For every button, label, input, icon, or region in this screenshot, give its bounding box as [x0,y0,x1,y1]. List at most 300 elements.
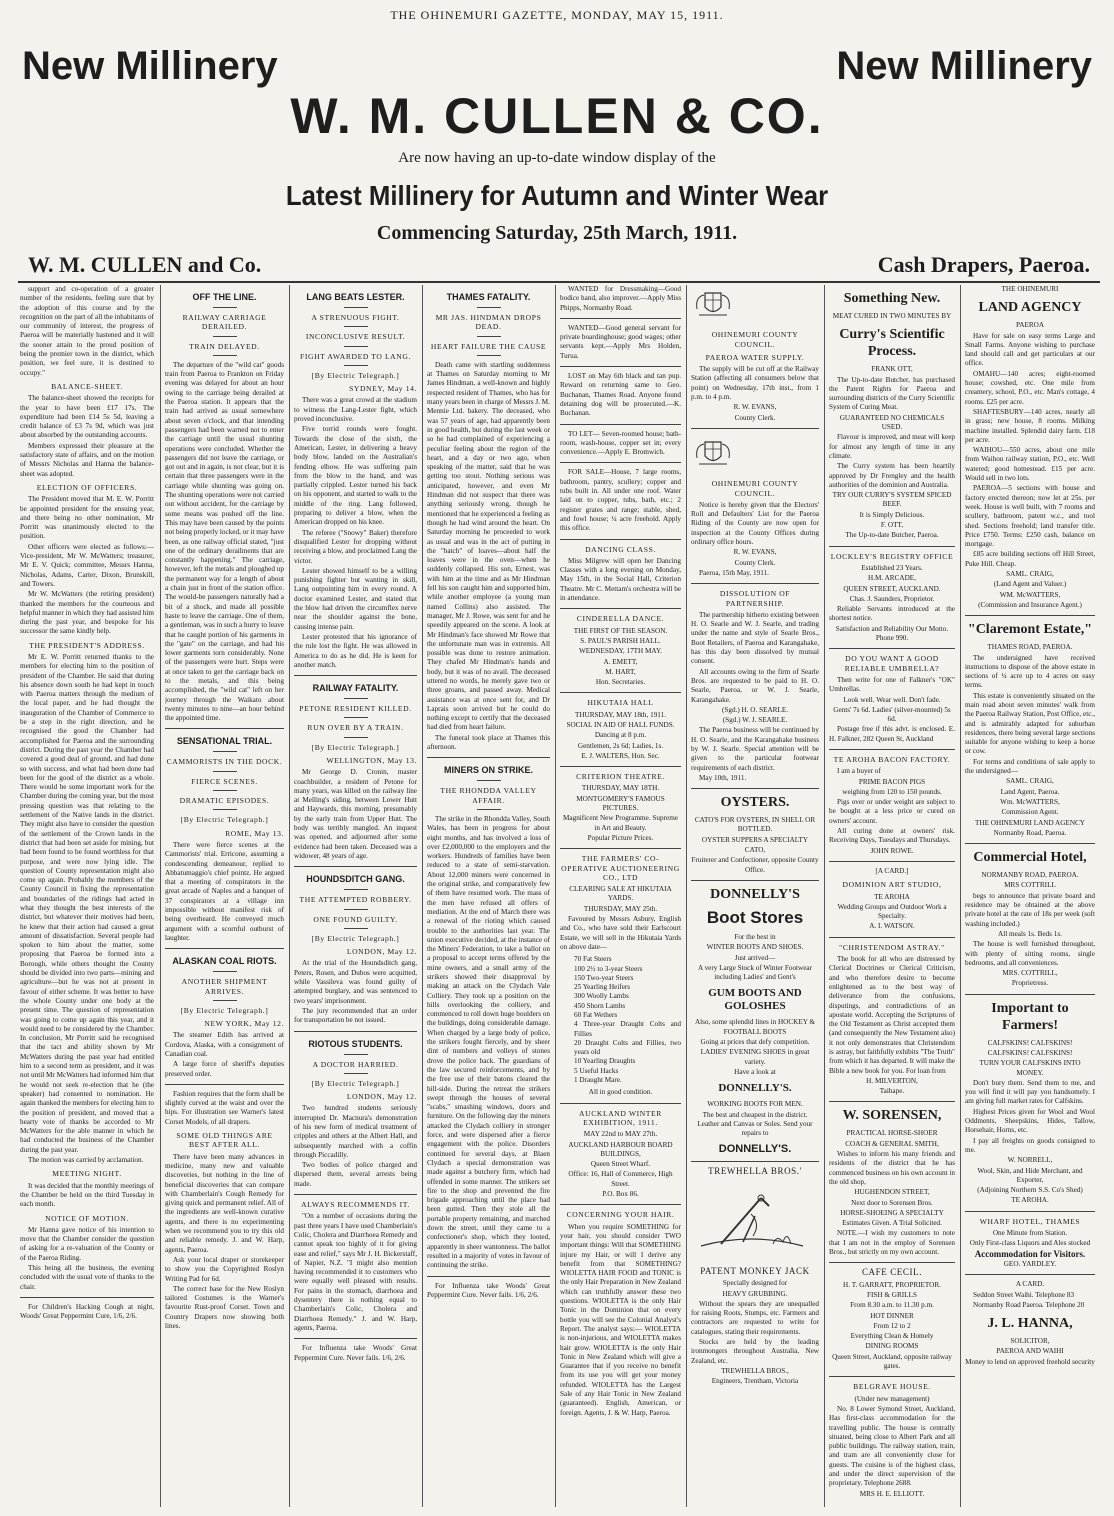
divider [829,937,955,938]
subheading: THE PRESIDENT'S ADDRESS. [29,640,145,650]
ad-line: Have a look at [734,1067,776,1076]
classified-ad: FOR SALE—House, 7 large rooms, bathroom, pantry, scullery; copper and tubs built in. All under one roof. Water laid on to copper, tubs, bath, etc.; 2 register grates and range; stable, shed, and fowl house; ¼ acre freehold. Apply this office. [560,468,681,533]
column-chamber-of-commerce [20,285,154,1507]
ad-heading: J. L. HANNA, [987,1316,1073,1332]
divider [965,843,1095,844]
ad-line: County Clerk. [734,558,776,567]
ad-subheading: PAEROA WATER SUPPLY. [705,352,805,362]
ad-firm-name: W. M. CULLEN and Co. [28,252,262,277]
divider [427,757,550,758]
paragraph: For Influenza take Woods' Great Peppermint Cure. Never fails. 1/6, 2/6. [427,1281,550,1299]
divider [560,608,681,609]
subheading: ELECTION OF OFFICERS. [36,482,138,492]
ad-line: CALFSKINS! CALFSKINS! [987,1049,1073,1057]
ad-line: PAEROA AND WAIHI [996,1347,1064,1356]
divider [560,1204,681,1205]
ad-line: Everything Clean & Homely [850,1332,934,1341]
divider [560,848,681,849]
ad-line: WORKING BOOTS FOR MEN. [707,1100,803,1109]
divider [477,809,501,810]
paragraph: It was decided that the monthly meetings of the Chamber be held on the third Tuesday in each month. [20,1181,154,1209]
ad-line: Taihape. [879,1087,905,1096]
divider [294,675,417,676]
column-lang-beats-lester [294,285,417,1507]
paragraph: Mr George D. Cronin, master coachbuilder, a resident of Petone for many years, was killed on the railway line at Melling's siding, between Lower Hutt and Haywards, this morning, presumably by the early train from Upper Hutt. The body was terribly mangled. An inquest was opened, and adjourned after some evidence had been taken. Deceased was a widower, 48 years of age. [294,768,417,860]
paragraph: The Up-to-date Butcher, has purchased the Patent Rights for Paeroa and surrounding districts of the Curry Scientific System of Curing Meat. [829,375,955,412]
ad-line: P.O. Box 86. [602,1190,639,1199]
list-item: 150 Two-year Steers [574,973,634,982]
subheading: RUN OVER BY A TRAIN. [307,723,404,733]
ad-line: GEO. YARDLEY. [1003,1259,1057,1268]
subheading: A STRENUOUS FIGHT. [311,313,400,322]
ad-heading: GUM BOOTS AND GOLOSHES [708,987,802,1013]
ad-line: E. J. WALTERS, Hon. Sec. [581,751,660,760]
ad-line: THURSDAY, MAY 25th. [583,904,658,913]
ad-heading: DONNELLY'S [710,886,800,902]
paragraph: The correct base for the New Roslyn tailored Costumes is the Warner's favourite Rust-proof Corset. Town and Country Drapers now showing both lines. [165,1284,284,1331]
list-item: 1 Draught Mare. [574,1076,622,1085]
paragraph: The funeral took place at Thames this afternoon. [427,733,550,752]
ad-line: CATO'S FOR OYSTERS, IN SHELL OR BOTTLED. [694,816,816,834]
headline: MINERS ON STRIKE. [443,765,533,776]
divider [560,766,681,767]
ad-line: Satisfaction and Reliability Our Motto. Phone 990. [835,624,949,643]
ad-heading: BELGRAVE HOUSE. [853,1382,931,1392]
paragraph: Mr W. McWatters (the retiring president) thanked the members for the courteous and helpful manner in which they had assisted him during the past year, and bespoke for his successor the same kindly help. [20,590,154,636]
ad-heading: OHINEMURI COUNTY COUNCIL. [711,330,799,349]
telegraph-credit: [By Electric Telegraph.] [180,1005,269,1015]
divider [829,1262,955,1263]
ad-heading: "CHRISTENDOM ASTRAY." [839,942,945,952]
ad-line: Wedding Groups and Outdoor Work a Specialty. [837,902,947,921]
paragraph: This estate is conveniently situated on the main road about seven minutes' walk from the Paeroa Railway Station, Post Office, etc., and is admirably adapted for suburban residences, there being several large sections suitable for anyone wishing to keep a horse or cow. [965,691,1095,756]
ad-line: THAMES ROAD, PAEROA. [987,643,1073,652]
column-classifieds [560,285,681,1507]
ad-line: CLEARING SALE AT HIKUTAIA YARDS. [569,885,672,903]
paragraph: "On a number of occasions during the past three years I have used Chamberlain's Colic, Cholera and Diarrhoea Remedy and cannot speak too highly of it for giving ease and relief," says Mr J. H. Bickerstaff, of Napier, N.Z. "I might also mention having recommended it to customers who were equally well pleased with results. For pains in the stomach, diarrhoea and dysentery there is nothing equal to Chamberlain's Colic, Cholera and Diarrhoea Remedy." J. and W. Harp, agents, Paeroa. [294,1212,417,1332]
ad-line: Normanby Road, Paeroa. [993,828,1067,837]
ad-line: W. NORRELL, [1007,1156,1053,1165]
ad-line: H. MILVERTON, [866,1076,918,1085]
divider [477,336,501,337]
ad-line: Chas. J. Saunders, Proprietor. [849,594,935,603]
column-rule [960,285,961,1507]
divider [344,326,368,327]
ad-heading: CRITERION THEATRE. [576,772,665,782]
ad-heading: Commercial Hotel, [973,850,1087,866]
ad-line: Accommodation for Visitors. [974,1248,1086,1259]
paragraph: Highest Prices given for Wool and Wool Oddments, Sheepskins, Hides, Tallow, Horsehair, Horns, etc. [965,1107,1095,1135]
paragraph: For Influenza take Woods' Great Peppermint Cure. Never fails. 1/6, 2/6. [294,1344,417,1362]
ad-line: JOHN ROWE. [870,846,914,855]
ad-heading: HIKUTAIA HALL [587,698,654,708]
divider [165,948,284,949]
ad-line: NORMANBY ROAD, PAEROA. [981,871,1079,880]
column-land-agency [965,285,1095,1507]
paragraph: Mr E. W. Porritt returned thanks to the members for electing him to the position of president of the Chamber. He said that during his absence down south he had kept in touch with Paeroa matters through the medium of the local paper, and he had thought the inauguration of the Chamber of Commerce to be a step in the right direction, and he recognised the good the Chamber had accomplished for Paeroa and the surrounding district. During the past year the Chamber had covered a good deal of ground, and had done so with success, and what had been done had been for the good of the district as a whole. There would be some important work for the Chamber during the coming year, but the most pressing question was that relating to the settlement of the Native lands in the district. They might also have to consider the question of the settlement of the Crown lands in the district that had been set aside for mining, but had been found to be found worthless for that purpose, and were now lying idle. The question of County representation might also come up again. Probably the members of the County Council in fixing the representation and boundaries of the ridings had acted in what they thought the best interests of the district, but whatever their motives had been, he knew that their action had caused a great amount of dissatisfaction. Several people had spoken to him about the matter, some proposing that Paeroa be formed into a Borough, while others thought the County should be divided into two parts—mining and agriculture—but he was not at present in favour of either scheme. It was better to have the whole County under one body at the present time. The question of representation was going to come up again this year, and it would need to be considered by the Chamber. In conclusion, Mr Porritt said he recognised that the tact and ability shown by Mr McWatters during the past year had entitled him to a second term as president, and it was not until Mr McWatters had informed him that he would not seek re-election that he (the speaker) had consented to nomination. He again thanked the members for electing him to the position of president, and moved that a hearty vote of thanks be accorded to Mr McWatters for the able manner in which he had conducted the business of the Chamber during the past year. [20,652,154,1154]
divider [213,790,237,791]
ad-line: R. W. EVANS, [733,403,777,412]
ad-line: (Adjoining Northern S.S. Co's Shed) [977,1186,1083,1195]
paragraph: The steamer Edith has arrived at Cordova, Alaska, with a consignment of Canadian coal. [165,1031,284,1058]
ad-line: MRS. COTTRILL, [1002,969,1058,978]
subheading: BALANCE-SHEET. [51,381,123,391]
ad-line: DINING ROOMS [865,1342,919,1351]
ad-line: Next door to Sorensen Bros. [851,1198,933,1207]
divider [344,365,368,366]
paragraph: The Paeroa business will be continued by H. O. Searle, and the Karangahake business by W. J. Searle. Special attention will be given to the particular footwear requirements of each district. [691,726,819,772]
ad-line: MONTGOMERY'S FAMOUS PICTURES. [576,794,665,813]
telegraph-credit: [By Electric Telegraph.] [311,742,400,752]
divider [829,1101,955,1102]
ad-line: SOLICITOR, [1010,1337,1050,1346]
subheading: FIGHT AWARDED TO LANG. [300,351,411,361]
ad-line: Established 23 Years. [861,563,923,572]
ad-heading: LAND AGENCY [978,300,1082,316]
classified-ad: WANTED for Dressmaking—Good bodice hand, also improver.—Apply Miss Phipps, Normanby Road. [560,285,681,312]
subheading: THE ATTEMPTED ROBBERY. [299,895,412,905]
ad-line: H.M. ARCADE, [868,574,916,583]
ad-line: HOT DINNER [870,1311,914,1320]
divider [294,1031,417,1032]
list-item: 4 Three-year Draught Colts and Fillies [574,1020,681,1038]
telegraph-credit: [By Electric Telegraph.] [311,933,400,943]
ad-heading: WHARF HOTEL, THAMES [979,1216,1081,1226]
ad-heading: DO YOU WANT A GOOD RELIABLE UMBRELLA? [844,654,940,673]
column-rule [686,285,687,1507]
subheading: DRAMATIC EPISODES. [179,796,270,806]
telegraph-credit: [By Electric Telegraph.] [311,1078,400,1088]
paragraph: The book for all who are distressed by Clerical Doctrines or Clerical Criticism, and who therefore desire to become enlightened as to the best way of deliverance from the confusions, disputings, and contradictions of an apostate world. Accepting the Scriptures of the Old Testament as Christ accepted them (and consequently the New Testament also) it not only demonstrates that Christendom is astray, but faithfully exhibits "The Truth" from which it has departed. It will make the Bible a new book for you. For loan from [829,955,955,1075]
divider [344,1073,368,1074]
ad-line: A very Large Stock of Winter Footwear including Ladies' and Gent's [697,963,813,982]
paragraph: No. 8 Lower Symond Street, Auckland, Has first-class accommodation for the travelling public. The house is centrally situated, being close to Albert Park and all public buildings. The railway station, train, and tram are all conveniently close for guests. The cuisine is of the highest class, and under the direct supervision of the proprietary. Telephone 2688. [829,1404,955,1488]
telegraph-credit: [By Electric Telegraph.] [311,370,400,380]
ad-line: For the best in [734,932,776,941]
subheading: INCONCLUSIVE RESULT. [305,332,406,342]
dateline: ROME, May 13. [225,828,284,838]
ad-line: weighing from 120 to 150 pounds. [842,787,942,796]
subheading: NOTICE OF MOTION. [45,1213,129,1223]
ad-line: M. HART, [605,667,636,676]
ad-line: F. OTT, [880,521,904,530]
subheading: THE RHONDDA VALLEY AFFAIR. [440,786,537,805]
ad-heading: W. SORENSEN, [842,1108,942,1124]
ad-heading: Curry's Scientific Process. [839,327,945,360]
list-item: 60 Fat Wethers [574,1011,618,1019]
livestock-list [574,955,681,1085]
ad-line: From 8.30 a.m. to 11.30 p.m. [850,1301,934,1310]
ad-heading: CAFE CECIL. [861,1267,923,1278]
ad-line: COACH & GENERAL SMITH, [845,1139,939,1148]
divider [560,462,681,463]
paragraph: Members expressed their pleasure at the satisfactory state of affairs, and on the motion of Messrs Nicholas and Hanna the balance-sheet was adopted. [20,441,154,478]
ad-line: MEAT CURED IN TWO MINUTES BY [832,312,952,320]
divider [213,307,237,308]
divider [213,771,237,772]
ad-line: TREWHELLA BROS., [721,1366,789,1375]
divider [344,346,368,347]
divider [829,1376,955,1377]
divider [344,928,368,929]
ad-line: PAEROA [1015,321,1045,330]
dateline: LONDON, May 12. [346,1092,417,1102]
divider [213,336,237,337]
subheading: SOME OLD THINGS ARE BEST AFTER ALL. [176,1131,273,1150]
divider [165,1084,284,1085]
ad-line: Queen Street, Auckland, opposite railway gates. [832,1352,952,1371]
subheading: A DOCTOR HARRIED. [312,1059,399,1069]
ad-line: MRS H. E. ELLIOTT. [859,1489,925,1498]
ad-line: LADIES' EVENING SHOES in great variety. [700,1048,810,1066]
divider [344,909,368,910]
list-item: 5 Useful Hacks [574,1066,619,1075]
ad-line: The Up-to-date Butcher, Paeroa. [845,531,939,540]
subheading: FIERCE SCENES. [191,776,258,786]
divider [344,698,368,699]
paragraph: Two hundred students seriously interrupted Dr. Macnura's demonstration of his new form of medical treatment of cripples and others at the Albert Hall, and subsequently marched with a coffin through Piccadilly. [294,1104,417,1159]
paragraph: Other officers were elected as follows:—Vice-president, Mr W. McWatters; treasurer, Mr E. V. Quick; committee, Messrs Hanna, Nicholas, Adams, Carter, Dixon, Brunskill, and Towers. [20,542,154,588]
ad-line: TURN YOUR CALFSKINS INTO MONEY. [979,1059,1081,1077]
telegraph-credit: [By Electric Telegraph.] [180,815,269,825]
paragraph: All accounts owing to the firm of Searle Bros. are requested to be paid to H. O. Searle, Paeroa, or W. J. Searle, Karangahake. [691,667,819,704]
paragraph: Notice is hereby given that the Electors' Roll and Defaulters' List for the Paeroa Riding of the County are now open for inspection at the County Offices during ordinary office hours. [691,500,819,547]
subheading: MEETING NIGHT. [52,1169,122,1179]
divider [294,866,417,867]
paragraph: The balance-sheet showed the receipts for the year to have been £17 17s. The expenditure had been £14 5s 5d, leaving a credit balance of £3 7s 9d, which was just about absorbed by the outstanding accounts. [20,394,154,440]
ad-heading: DOMINION ART STUDIO, [842,880,942,890]
paragraph: Without the spears they are unequalled for raising Roots, Stumps, etc. Farmers and contractors are requested to write for catalogues, stating their requirements. [691,1299,819,1336]
ad-line: Gentlemen, 2s 6d; Ladies, 1s. [577,741,664,750]
divider [691,1161,819,1162]
paragraph: There were fierce scenes at the Cammorists' trial. Erricone, assuming a condescending demeanour, replied to Abbatumaggio's chief pointz. He argued that a meeting of conspirators in the great arcade of Naples and a banquet of 37 conspirators at a village inn impossible without manifest risk of being overheard. He conveyed much argument with a scornful outburst of laughter. [165,840,284,942]
subheading: TRAIN DELAYED. [189,341,260,351]
ad-line: Money to lend on approved freehold security [965,1357,1095,1366]
list-item: 70 Fat Steers [574,955,612,964]
paragraph: Favoured by Messrs Asbury, English and Co., who have sold their Earlscourt Estate, we will sell in the Hikutaia Yards on above date— [560,915,681,951]
paragraph: There was a great crowd at the stadium to witness the Lang-Lester fight, which proved inconclusive. [294,396,417,424]
ad-line: THURSDAY, MAY 18th, 1911. [574,710,667,719]
ad-line: Just arrived— [734,953,776,962]
column-rule [824,285,825,1507]
divider [213,751,237,752]
ad-line: Commission Agent. [1001,808,1059,817]
ad-line: OYSTER SUPPERS A SPECIALTY [701,835,809,844]
ad-line: Land Agent, Paeroa. [1000,787,1060,796]
ad-line: (Commission and Insurance Agent.) [978,600,1082,609]
divider [344,889,368,890]
paragraph: The Curry system has been heartily approved by Dr Frengley and the health authorities of the dominion and Australia. [829,462,955,489]
ad-heading: DONNELLY'S. [718,1082,792,1095]
ad-line: AUCKLAND HARBOUR BOARD BUILDINGS, [568,1140,673,1158]
subheading: RAILWAY CARRIAGE DERAILED. [182,313,267,332]
paragraph: Lester showed himself to be a willing punishing fighter but wanting in skill, Lang outpointing him in every round. A doctor examined Lester, and stated that the blow had driven the circumflex nerve near the shoulder against the bone, causing intense pain. [294,566,417,631]
ad-line: Dancing at 8 p.m. [594,731,647,740]
paragraph: Don't bury them. Send them to me, and you will find it will pay you handsomely. I am giving full market rates for Calfskins. [965,1078,1095,1106]
divider [344,737,368,738]
list-item: 10 Yearling Draughts [574,1057,636,1066]
ad-line: One Minute from Station. [992,1229,1068,1238]
ad-line: GUARANTEED NO CHEMICALS USED. [839,413,945,432]
ad-heading: OYSTERS. [720,795,790,811]
divider [829,648,955,649]
ad-heading: OHINEMURI COUNTY COUNCIL. [711,479,799,498]
ad-heading: DISSOLUTION OF PARTNERSHIP. [719,589,791,608]
ad-line: (Sgd.) H. O. SEARLE. [721,705,789,714]
headline: ALASKAN COAL RIOTS. [172,956,277,967]
divider [560,539,681,540]
divider [344,307,368,308]
ad-heading: CINDERELLA DANCE. [576,614,665,624]
cullen-headline: W. M. CULLEN & CO. [290,88,824,144]
column-thames-fatality [427,285,550,1507]
divider [691,880,819,881]
new-millinery-left: New Millinery [22,44,278,88]
paragraph: Ask your local draper or storekeeper to show you the Copyrighted Roslyn Writing Pad for 6d. [165,1255,284,1283]
paragraph: A large force of sheriff's deputies preserved order. [165,1060,284,1078]
paragraph: Death came with startling suddenness at Thames on Saturday morning to Mr James Hindman, a well-known and highly respected resident of Thames, who has for many years been in charge of Messrs J. M. Mennie Ltd. bakery. The deceased, who was 57 years of age, had apparently been in good health, but during the last week or so he had complained of experiencing a peculiar feeling about the region of the heart, and a day or two ago, when speaking of the matter, said that he was getting too stout. Nothing serious was anticipated, however, and even Mr Hindman did not suspect that there was anything seriously wrong, though he mentioned that he experienced a feeling as though he had wind around the heart. On Saturday morning he proceeded to work as usual and was in the act of putting in the "batch" of loaves—about half the loaves were in the oven—when he suddenly collapsed. His son, Ernest, was with him at the time and as Mr Hindman fell his son caught him and supported him, while another employee (a young man named Collins) also assisted. The manager, Mr J. Rowe, was sent for and he speedily appeared on the scene. A look at Mr Hindman's face showed Mr Rowe that the unfortunate man was in extremis. All possible was done to restore animation. They chafed Mr Hindman's hands and body, but it was of no avail. The deceased uttered no words, he merely gave two or three groans, and passed away. Medical assistance was at once sent for, and Dr Laprais soon arrived but he could do nothing except to certify that the deceased had died from heart failure. [427,360,550,732]
ad-heading: AUCKLAND WINTER EXHIBITION, 1911. [579,1108,662,1127]
paragraph: For terms and conditions of sale apply to the undersigned— [965,757,1095,776]
divider [213,355,237,356]
paragraph: Flavour is improved, and meat will keep for almost any length of time in any climate. [829,433,955,460]
ad-line: SOCIAL IN AID OF HALL FUNDS. [566,720,675,729]
column-off-the-line [165,285,284,1507]
divider [691,428,819,429]
ad-heading: DANCING CLASS. [585,544,656,554]
ad-line: WINTER BOOTS AND SHOES. [706,943,804,952]
ad-line: A. I. WATSON. [869,922,915,931]
ad-line: Popular Picture Prices. [587,833,654,842]
paragraph: The referee ("Snowy" Baker) therefore disqualified Lester for dropping without receiving a blow, and proclaimed Lang the victor. [294,528,417,565]
divider [965,615,1095,616]
list-item: 20 Draught Colts and Fillies, two years old [574,1038,681,1057]
paragraph: Two bodies of police charged and dispersed them, several arrests being made. [294,1161,417,1188]
divider [477,355,501,356]
ad-line: Paeroa, 15th May, 1911. [699,568,769,577]
paragraph: The motion was carried by acclamation. [28,1156,144,1165]
ad-heading: THE FARMERS' CO-OPERATIVE AUCTIONEERING CO., LTD [561,854,680,882]
ad-line: CATO, [744,846,766,855]
classified-ad: LOST on May 6th black and tan pup. Reward on returning same to Geo. Buchanan, Thames Road. Anyone found detaining dog will be prosecuted.—K. Buchanan. [560,372,681,418]
divider [477,307,501,308]
ad-heading: Important to Farmers! [991,1000,1069,1033]
ad-line: R. W. EVANS, [733,548,777,557]
ad-line: THE OHINEMURI LAND AGENCY [975,818,1085,827]
divider [829,861,955,862]
ad-line: Gents' 7s 6d. Ladies' (silver-mounted) 5s 6d. [833,705,951,724]
ad-cash-drapers: Cash Drapers, Paeroa. [877,252,1090,277]
ad-line: Proprietress. [1011,979,1049,988]
paragraph: The strike in the Rhondda Valley, South Wales, has been in progress for about eight months, and has involved a loss of over £2,000,000 to the employers and the workers. Hundreds of families have been reduced to a state of semi-starvation. About 12,000 miners were concerned in the original strike, and comparatively few of them have resumed work. The mass of the men have refused all offers of mediation. At the end of March there was a renewal of the rioting which caused trouble to the authorities last year. The union executive decided, at the instance of the Miners' Federation, to take a ballot on a proposal to accept terms offered by the mine owners, and a small army of the strikers showed their disapproval by making an attack on the Clydach Vale Colliery. They took up a position on the hills overlooking the colliery, and commenced to roll down huge boulders on the buildings, doing considerable damage. When charged by a large body of police, the strikers fought fiercely, and by sheer dint of numbers and volleys of stones drove the police back. The guardians of the law secured reinforcements, and by the free use of their batons cleared the hill-side. During the retreat the strikers swept through the houses of several "scabs," smashing windows, doors and furniture. On the following day the miners attacked the Clydach colliery in stronger force, and were dispersed after a fierce engagement with the police. Disorders continued for several days, at Blaen Clydach a special demonstration was made against a butchery firm, which had offended in some manner. The strikers set fire to the shop and prevented the fire brigade approaching until the place had been gutted. Then they stole all the portable property remaining, and marched down the street, until they came to a confectioner's shop, which they looted, apparently in sheer wantonness. The ballot resulted in a majority of votes in favour of continuing the strike. [427,814,550,1270]
ad-line: From 12 to 2 [873,1321,911,1330]
dateline: LONDON, May 12. [346,947,417,957]
headline: RAILWAY FATALITY. [312,683,399,694]
ad-line: HEAVY GRUBBING. [722,1289,788,1298]
ad-line: Specially designed for [722,1279,788,1288]
ad-line: (Land Agent and Valuer.) [993,580,1067,589]
ad-line: May 10th, 1911. [699,773,747,782]
ad-line: (Sgd.) W. J. SEARLE. [722,716,788,725]
ad-line: Wool, Skin, and Hide Merchant, and Exporter, [977,1166,1083,1184]
ad-line: The best and cheapest in the district. Leather and Canvas or Soles. Send your repairs to [697,1110,813,1138]
subheading: PETONE RESIDENT KILLED. [299,704,412,714]
paragraph: Reliable Servants introduced at the shortest notice. [829,605,955,623]
subheading: ONE FOUND GUILTY. [313,914,398,924]
subheading: MR JAS. HINDMAN DROPS DEAD. [435,313,542,332]
column-notices [691,285,819,1507]
subheading: CAMMORISTS IN THE DOCK. [166,757,283,767]
paragraph: Mr Hanna gave notice of his intention to move that the Chamber consider the question of asking for a re-valuation of the County or of the Paeroa Riding. [20,1225,154,1262]
ad-now-having: Are now having an up-to-date window display of the [398,150,716,166]
ad-line: S. PAUL'S PARISH HALL. [580,636,661,645]
ad-line: Going at prices that defy competition. [700,1038,810,1047]
column-rule [160,285,161,1507]
ad-line: Queen Street Wharf. [590,1160,651,1169]
paragraph: Pigs over or under weight are subject to be bought at a less price or cured on owners' account. [829,798,955,825]
ad-heading: LOCKLEY'S REGISTRY OFFICE [830,551,954,561]
paragraph: £85 acre building sections off Hill Street, Puke Hill. Cheap. [965,550,1095,568]
ad-line: A CARD. [1015,1280,1045,1289]
ad-line: FISH & GRILLS [867,1290,917,1299]
ad-line: Look well. Wear well. Don't fade. [843,695,941,704]
ad-line: Only First-class Liquors and Ales stocked [969,1239,1091,1248]
headline: LANG BEATS LESTER. [306,292,405,302]
ad-heading: TREWHELLA BROS.' [708,1166,802,1177]
dateline: NEW YORK, May 12. [204,1019,284,1029]
ad-line: I am a buyer of [837,767,881,776]
classified-ad: TO LET— Seven-roomed house; bath-room, wash-house, copper set in; every convenience.—Apply E. Bromwich. [560,429,681,457]
paragraph: begs to announce that private board and residence may be obtained at the above private hotel at the rate of 18s per week (soft washing included.) [965,891,1095,928]
dateline: WELLINGTON, May 13. [326,755,417,765]
ad-line: Engineers, Trentham, Victoria [711,1377,799,1386]
ad-line: HORSE-SHOEING A SPECIALTY [840,1208,944,1217]
ad-line: Magnificent New Programme. Supreme in Art and Beauty. [563,814,678,832]
paragraph: Lester protested that his ignorance of the rule lost the fight. He was allowed in America to do as he did. He is keen for another match. [294,632,417,669]
ad-line: WM. McWATTERS, [999,590,1061,599]
paragraph: OMAHU—140 acres; eight-roomed house; cowshed, etc. One mile from creamery, school, P.O., etc. Man's cottage, 4 rooms. £25 per acre. [965,369,1095,406]
paragraph: All curing done at owners' risk. Receiving Days, Tuesdays and Thursdays. [829,827,955,845]
ad-line: H. T. GARRATT, PROPRIETOR. [843,1280,941,1289]
ad-line: SAML. CRAIG, [1006,777,1054,786]
ad-line: THE OHINEMURI [1001,285,1059,293]
ad-heading: Something New. [843,291,941,306]
ad-line: Normanby Road Paeroa. Telephone 20 [973,1300,1085,1309]
divider [560,318,681,319]
divider [560,424,681,425]
paragraph: The President moved that M. E. W. Porritt be appointed president for the ensuing year, and there being no other nomination, Mr Porritt was unanimously elected to the position. [20,495,154,541]
ad-line: Also, some splendid lines in HOCKEY & FOOTBALL BOOTS [694,1018,816,1036]
masthead: THE OHINEMURI GAZETTE, MONDAY, MAY 15, 1911. [390,8,724,22]
divider [965,1211,1095,1212]
paragraph: At the trial of the Houndsditch gang, Peters, Rosen, and Dubos were acquitted, while Vassileva was found guilty of attempted burglary, and was sentenced to two years' imprisonment. [294,959,417,1005]
headline: HOUNDSDITCH GANG. [306,874,405,885]
ad-line: PRIME BACON PIGS [858,777,926,786]
coat-of-arms-icon [691,438,735,468]
divider [691,583,819,584]
ad-line: MAY 22nd to MAY 27th. [583,1130,658,1139]
ad-commencing: Commencing Saturday, 25th March, 1911. [376,222,738,244]
paragraph: PAEROA—5 sections with house and factory erected thereon; now let at 25s. per week. House is well built, with 7 rooms and scullery, bathroom, patent w.c., and tool shed. Sections freehold; land transfer title. Price £750. Terms: £250 cash, balance on mortgage. [965,484,1095,549]
ad-line: HUGHENDON STREET, [854,1188,930,1197]
ad-line: [A CARD.] [875,866,909,875]
dateline: SYDNEY, May 14. [349,384,417,394]
divider [965,994,1095,995]
column-rule [555,285,556,1507]
ad-latest-millinery: Latest Millinery for Autumn and Winter Wear [285,180,829,211]
divider [20,1297,154,1298]
paragraph: The undersigned have received instructions to dispose of the above estate in sections of ¼ acre up to 4 acres on easy terms. [965,653,1095,690]
